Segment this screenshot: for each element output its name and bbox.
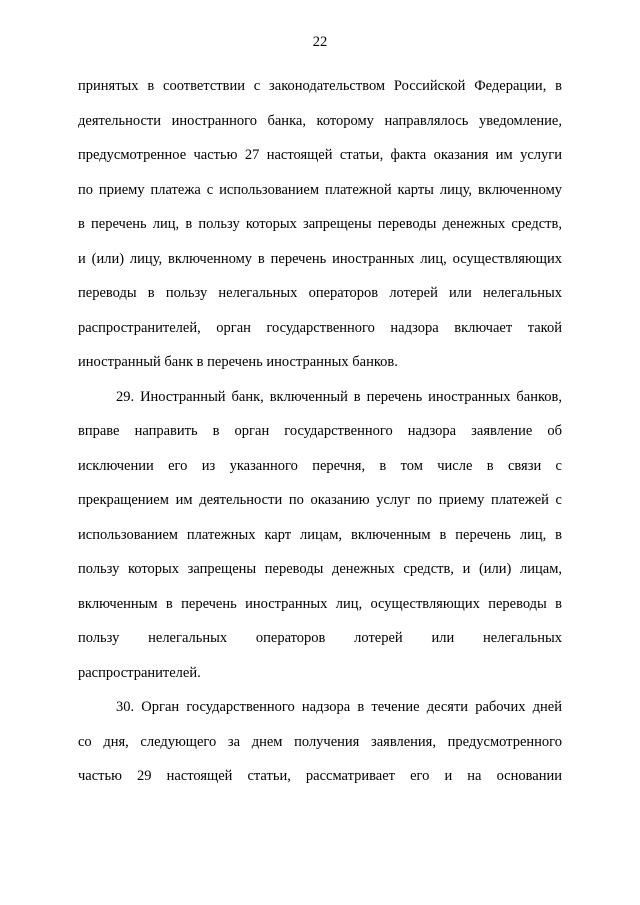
text-line: в перечень лиц, в пользу которых запрещены переводы денежных средств, <box>78 216 562 232</box>
paragraph-30-first-line: 30. Орган государственного надзора в течение десяти рабочих дней <box>116 699 562 715</box>
text-line: включенным в перечень иностранных лиц, осуществляющих переводы в <box>78 595 562 612</box>
text-line: со дня, следующего за днем получения заявления, предусмотренного <box>78 733 562 750</box>
text-line: пользу нелегальных операторов лотерей или нелегальных <box>78 630 562 646</box>
text-line: распространителей, орган государственного надзора включает такой <box>78 319 562 336</box>
text-line: переводы в пользу нелегальных операторов лотерей или нелегальных <box>78 285 562 301</box>
page-number: 22 <box>312 34 328 50</box>
text-line: принятых в соответствии с законодательством Российской Федерации, в <box>78 78 562 94</box>
text-line: частью 29 настоящей статьи, рассматривает его и на основании <box>78 768 562 784</box>
text-line: пользу которых запрещены переводы денежных средств, и (или) лицам, <box>78 561 562 577</box>
text-line: распространителей. <box>78 664 201 681</box>
paragraph-29-first-line: 29. Иностранный банк, включенный в перечень иностранных банков, <box>116 388 562 405</box>
text-line: прекращением им деятельности по оказанию услуг по приему платежей с <box>78 492 562 508</box>
document-body <box>78 69 562 794</box>
text-line: использованием платежных карт лицам, включенным в перечень лиц, в <box>78 526 562 543</box>
text-line: предусмотренное частью 27 настоящей статьи, факта оказания им услуги <box>78 147 562 163</box>
text-line: и (или) лицу, включенному в перечень иностранных лиц, осуществляющих <box>78 250 562 267</box>
text-line: иностранный банк в перечень иностранных банков. <box>78 354 398 370</box>
text-line: по приему платежа с использованием платежной карты лицу, включенному <box>78 181 562 198</box>
text-line: вправе направить в орган государственного надзора заявление об <box>78 423 562 439</box>
text-line: деятельности иностранного банка, которому направлялось уведомление, <box>78 112 562 129</box>
text-line: исключении его из указанного перечня, в том числе в связи с <box>78 457 562 474</box>
